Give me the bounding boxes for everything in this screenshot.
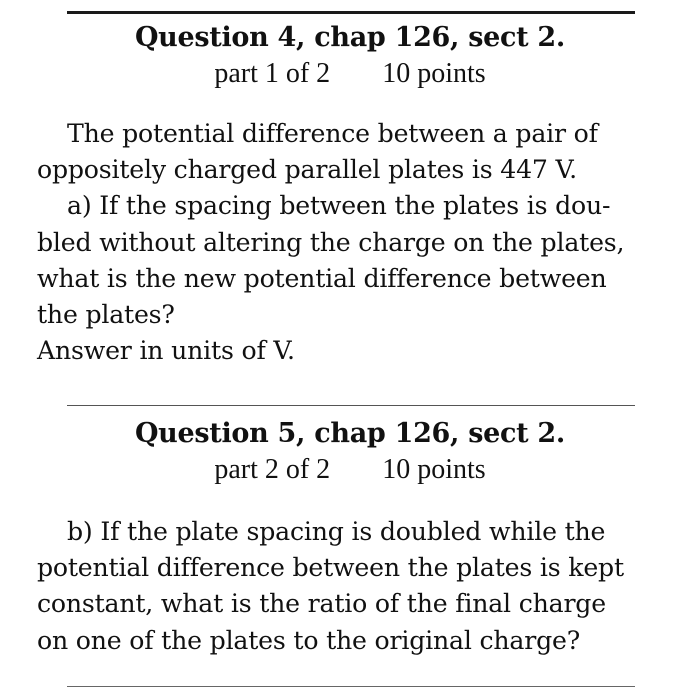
question-5-part-info: [0, 454, 700, 486]
question-4-body: [37, 116, 657, 369]
question-4-part: part 1 of 2: [214, 58, 331, 89]
question-4-line: the plates?: [37, 300, 175, 330]
question-5-points: 10 points: [382, 454, 486, 485]
top-rule: [67, 11, 635, 14]
question-4-line: bled without altering the charge on the plates,: [37, 227, 625, 257]
question-4-line: oppositely charged parallel plates is 447 V.: [37, 155, 577, 185]
question-5-line: constant, what is the ratio of the final charge: [37, 589, 606, 619]
question-4-title: Question 4, chap 126, sect 2.: [134, 22, 566, 53]
question-5-body: [37, 514, 657, 659]
question-4-part-info: [0, 58, 700, 90]
question-5-title: Question 5, chap 126, sect 2.: [134, 418, 566, 449]
question-4-line: The potential difference between a pair of: [67, 119, 598, 148]
question-4-line: what is the new potential difference between: [37, 263, 607, 293]
question-4-points: 10 points: [382, 58, 486, 89]
section-divider: [67, 405, 635, 406]
question-5-line: b) If the plate spacing is doubled while the: [67, 517, 606, 546]
question-5-part: part 2 of 2: [214, 454, 331, 485]
question-5-line: on one of the plates to the original charge?: [37, 625, 581, 655]
question-4-line: a) If the spacing between the plates is dou-: [67, 191, 611, 221]
question-4-answer-units: Answer in units of V.: [37, 336, 295, 366]
question-5-line: potential difference between the plates is kept: [37, 553, 624, 583]
bottom-rule: [67, 686, 635, 687]
